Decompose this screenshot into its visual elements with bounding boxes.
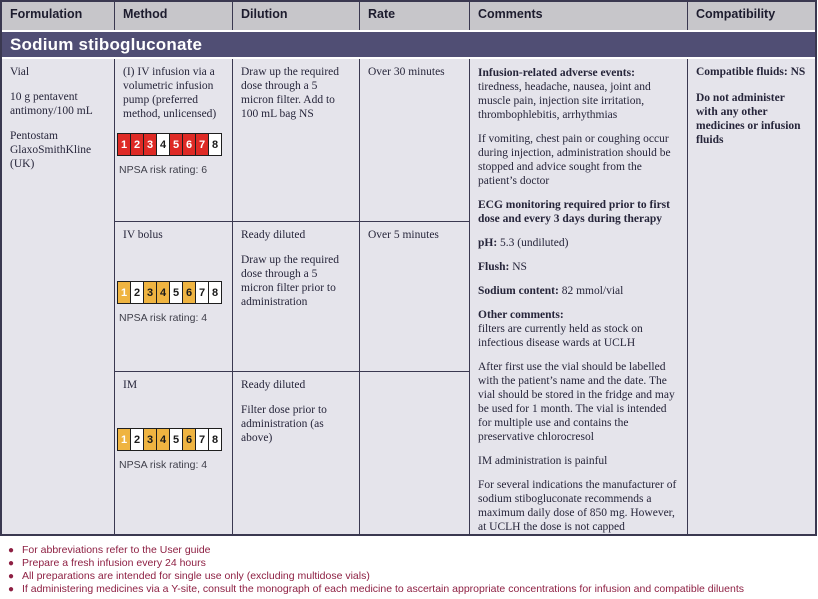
npsa-scale-box: 6 (182, 281, 196, 304)
header-cell-method: Method (115, 2, 233, 30)
dilution-cell-iv-bolus (233, 222, 360, 372)
comments-cell (470, 59, 688, 534)
npsa-scale-box: 7 (195, 428, 209, 451)
header-cell-comments: Comments (470, 2, 688, 30)
npsa-risk-scale (117, 133, 221, 156)
npsa-risk-scale (117, 281, 221, 304)
bullet-icon: ● (8, 545, 15, 556)
header-cell-formulation: Formulation (2, 2, 115, 30)
formulation-line: Pentostam GlaxoSmithKline (UK) (10, 130, 92, 170)
dilution-text: Ready diluted (241, 379, 306, 391)
method-cell-iv-bolus (115, 222, 233, 372)
formulation-cell (2, 59, 115, 534)
footnote-item: ● All preparations are intended for single use only (excluding multidose vials) (8, 570, 370, 582)
npsa-scale-box: 6 (182, 133, 196, 156)
footnote-item: ● If administering medicines via a Y-site, consult the monograph of each medicine to ascertain appropriate concentrations for infusion and compatible diluents (8, 583, 744, 595)
npsa-scale-box: 8 (208, 428, 222, 451)
npsa-risk-label: NPSA risk rating: 6 (119, 164, 208, 176)
rate-cell-im (360, 372, 470, 534)
bullet-icon: ● (8, 558, 15, 569)
npsa-scale-box: 7 (195, 133, 209, 156)
npsa-risk-block (117, 133, 221, 177)
dilution-text: Filter dose prior to administration (as above) (241, 404, 327, 444)
method-cell-iv-infusion (115, 59, 233, 222)
comment-paragraph: If vomiting, chest pain or coughing occur during injection, administration should be stopped and advice sought from the patient’s doctor (478, 133, 671, 187)
npsa-scale-box: 6 (182, 428, 196, 451)
npsa-scale-box: 5 (169, 281, 183, 304)
rate-text: Over 30 minutes (368, 66, 445, 78)
footnote-item: ● For abbreviations refer to the User guide (8, 544, 211, 556)
npsa-scale-box: 1 (117, 133, 131, 156)
npsa-scale-box: 4 (156, 133, 170, 156)
npsa-scale-box: 5 (169, 428, 183, 451)
npsa-risk-label: NPSA risk rating: 4 (119, 312, 208, 324)
comment-paragraph: pH: 5.3 (undiluted) (478, 237, 569, 249)
method-cell-im (115, 372, 233, 534)
rate-cell-iv-bolus (360, 222, 470, 372)
dilution-cell-im (233, 372, 360, 534)
compatibility-text: Compatible fluids: NS (696, 66, 806, 78)
npsa-scale-box: 4 (156, 281, 170, 304)
comment-paragraph: Infusion-related adverse events: tiredness, headache, nausea, joint and muscle pain, injection site irritation, thrombophlebitis, arrhythmias (478, 67, 651, 121)
compatibility-text: Do not administer with any other medicines or infusion fluids (696, 92, 801, 146)
footnotes (6, 544, 812, 596)
comment-paragraph: ECG monitoring required prior to first dose and every 3 days during therapy (478, 199, 670, 225)
npsa-risk-block (117, 428, 221, 472)
dilution-text: Ready diluted (241, 229, 306, 241)
method-text: IV bolus (123, 229, 163, 241)
comment-paragraph: For several indications the manufacturer of sodium stibogluconate recommends a maximum daily dose of 850 mg. However, at UCLH the dose is not capped (478, 479, 677, 533)
npsa-scale-box: 1 (117, 281, 131, 304)
npsa-scale-box: 2 (130, 133, 144, 156)
method-text: (I) IV infusion via a volumetric infusion pump (preferred method, unlicensed) (123, 66, 217, 120)
npsa-scale-box: 3 (143, 133, 157, 156)
footnote-item: ● Prepare a fresh infusion every 24 hours (8, 557, 206, 569)
rate-text: Over 5 minutes (368, 229, 439, 241)
npsa-scale-box: 8 (208, 281, 222, 304)
npsa-scale-box: 3 (143, 281, 157, 304)
comment-paragraph: Flush: NS (478, 261, 527, 273)
formulation-line: Vial (10, 66, 30, 78)
npsa-scale-box: 2 (130, 281, 144, 304)
header-cell-rate: Rate (360, 2, 470, 30)
comment-paragraph: After first use the vial should be labelled with the patient’s name and the date. The vial should be stored in the fridge and may be used for 1 month. The vial is intended for multiple use and contains the preservative chlorocresol (478, 361, 675, 443)
comment-paragraph: Other comments: filters are currently held as stock on infectious disease wards at UCLH (478, 309, 643, 349)
npsa-scale-box: 4 (156, 428, 170, 451)
npsa-scale-box: 8 (208, 133, 222, 156)
npsa-scale-box: 3 (143, 428, 157, 451)
dilution-text: Draw up the required dose through a 5 micron filter. Add to 100 mL bag NS (241, 66, 340, 120)
dilution-text: Draw up the required dose through a 5 micron filter prior to administration (241, 254, 340, 308)
dilution-cell-iv-infusion (233, 59, 360, 222)
npsa-scale-box: 5 (169, 133, 183, 156)
npsa-scale-box: 7 (195, 281, 209, 304)
comment-paragraph: Sodium content: 82 mmol/vial (478, 285, 624, 297)
npsa-risk-block (117, 281, 221, 325)
bullet-icon: ● (8, 571, 15, 582)
method-text: IM (123, 379, 138, 391)
drug-title-banner: Sodium stibogluconate (2, 30, 815, 59)
header-cell-compatibility: Compatibility (688, 2, 815, 30)
npsa-risk-label: NPSA risk rating: 4 (119, 459, 208, 471)
comment-paragraph: IM administration is painful (478, 455, 608, 467)
compatibility-cell (688, 59, 815, 534)
npsa-scale-box: 2 (130, 428, 144, 451)
npsa-scale-box: 1 (117, 428, 131, 451)
npsa-risk-scale (117, 428, 221, 451)
rate-cell-iv-infusion (360, 59, 470, 222)
bullet-icon: ● (8, 584, 15, 595)
header-cell-dilution: Dilution (233, 2, 360, 30)
formulation-line: 10 g pentavent antimony/100 mL (10, 91, 93, 117)
